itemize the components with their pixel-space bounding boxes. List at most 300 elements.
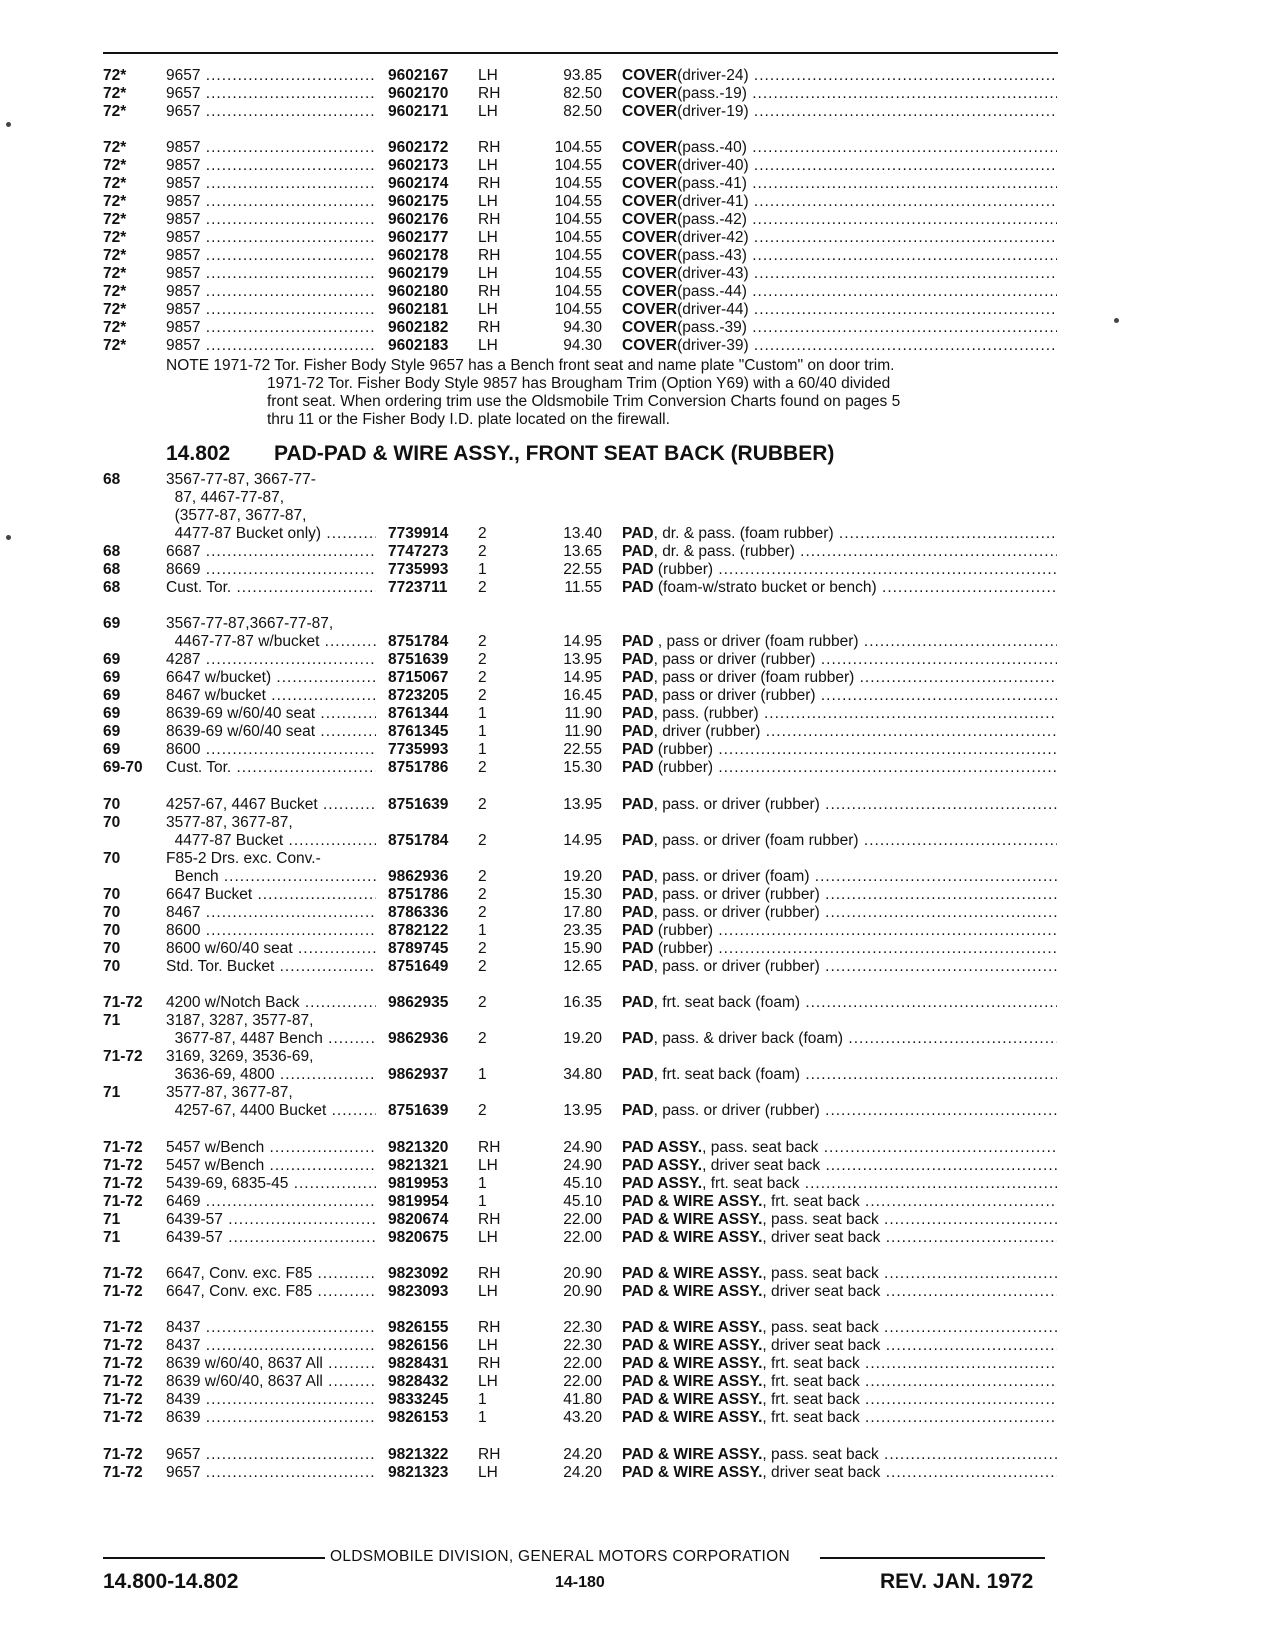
body-style-cell: 3187, 3287, 3577-87, [166,1012,314,1029]
description-detail: , driver seat back ..... [762,1464,1057,1481]
description-name: COVER [622,85,678,102]
description-detail: (foam-w/strato bucket or bench) ..... [654,579,1057,596]
description-cell [622,921,1057,940]
table-row [0,318,1274,337]
description-name: PAD [622,832,654,849]
body-style-cell: 3567-77-87,3667-77-87, [166,615,334,632]
year-cell: 70 [103,796,121,813]
table-row [0,1210,1274,1229]
table-row [0,174,1274,193]
price-cell: 104.55 [554,247,602,264]
description-detail: (driver-42) ..... [677,229,1057,246]
description-name: PAD [622,1102,654,1119]
table-row [0,686,1274,705]
part-number-cell: 9602170 [388,85,449,102]
part-number-cell: 9821320 [388,1139,449,1156]
table-row [0,192,1274,211]
table-row [0,1101,1274,1120]
year-cell: 72* [103,157,127,174]
table-row [0,867,1274,886]
description-cell [622,1372,1057,1391]
quantity-cell: LH [478,1373,498,1390]
price-cell: 15.90 [563,940,602,957]
part-number-cell: 9602176 [388,211,449,228]
body-style-cell: 8467 w/bucket ..... [166,686,376,705]
year-cell: 71-72 [103,1048,143,1065]
body-style-cell: 9857 ..... [166,228,376,247]
description-cell [622,957,1057,976]
description-cell [622,336,1057,355]
table-row [0,282,1274,301]
body-style-cell: 6439-57 ..... [166,1210,376,1229]
table-row [0,758,1274,777]
description-cell [622,174,1057,193]
description-detail: (driver-41) ..... [677,193,1057,210]
year-cell: 72* [103,193,127,210]
price-cell: 104.55 [554,301,602,318]
year-cell: 71-72 [103,1139,143,1156]
description-detail: , frt. seat back (foam) ..... [654,1066,1057,1083]
description-name: PAD [622,922,654,939]
year-cell: 72* [103,103,127,120]
scan-speck [6,122,11,127]
body-style-cell: 6647 Bucket ..... [166,885,376,904]
body-style-cell: 6687 ..... [166,542,376,561]
table-row [0,1083,1274,1102]
part-number-cell: 9602182 [388,319,449,336]
price-cell: 45.10 [563,1175,602,1192]
description-name: PAD ASSY. [622,1139,703,1156]
table-row [0,102,1274,121]
part-number-cell: 8789745 [388,940,449,957]
description-cell [622,668,1057,687]
table-row [0,632,1274,651]
part-number-cell: 9602183 [388,337,449,354]
description-detail: , frt. seat back ..... [762,1409,1057,1426]
table-row [0,264,1274,283]
section-heading [166,442,834,466]
quantity-cell: 2 [478,1030,487,1047]
description-name: PAD & WIRE ASSY. [622,1391,763,1408]
description-name: COVER [622,247,678,264]
year-cell: 70 [103,904,121,921]
year-cell: 69 [103,705,121,722]
price-cell: 16.35 [563,994,602,1011]
description-cell [622,1156,1057,1175]
price-cell: 22.55 [563,561,602,578]
year-cell: 71-72 [103,1265,143,1282]
description-cell [622,831,1057,850]
part-number-cell: 9602171 [388,103,449,120]
description-cell [622,102,1057,121]
body-style-cell: 5457 w/Bench ..... [166,1156,376,1175]
quantity-cell: RH [478,211,501,228]
part-number-cell: 9602180 [388,283,449,300]
part-number-cell: 9602178 [388,247,449,264]
year-cell: 71-72 [103,994,143,1011]
quantity-cell: 2 [478,868,487,885]
part-number-cell: 9821321 [388,1157,449,1174]
price-cell: 20.90 [563,1265,602,1282]
part-number-cell: 9826156 [388,1337,449,1354]
year-cell: 70 [103,850,121,867]
description-name: COVER [622,103,678,120]
table-row [0,795,1274,814]
body-style-cell: 9657 ..... [166,1445,376,1464]
description-name: PAD [622,705,654,722]
description-detail: (pass.-19) ..... [677,85,1057,102]
quantity-cell: RH [478,139,501,156]
quantity-cell: 2 [478,940,487,957]
year-cell: 69 [103,723,121,740]
part-number-cell: 9823093 [388,1283,449,1300]
description-name: PAD & WIRE ASSY. [622,1355,763,1372]
body-style-cell: 4257-67, 4467 Bucket ..... [166,795,376,814]
footer-company: OLDSMOBILE DIVISION, GENERAL MOTORS CORPORATION [330,1548,790,1565]
description-cell [622,740,1057,759]
description-detail: (pass.-41) ..... [677,175,1057,192]
body-style-cell: 4467-77-87 w/bucket ..... [166,632,376,651]
description-detail: (driver-40) ..... [677,157,1057,174]
part-number-cell: 9820675 [388,1229,449,1246]
body-style-cell: 6439-57 ..... [166,1228,376,1247]
price-cell: 22.30 [563,1337,602,1354]
description-detail: , pass or driver (rubber) ..... [654,687,1057,704]
description-name: PAD [622,940,654,957]
table-row [0,1282,1274,1301]
description-detail: , pass. or driver (foam rubber) ..... [654,832,1057,849]
description-detail: , pass. seat back ..... [762,1446,1057,1463]
quantity-cell: RH [478,1139,501,1156]
part-number-cell: 8761345 [388,723,449,740]
year-cell: 70 [103,922,121,939]
table-row [0,1011,1274,1030]
quantity-cell: LH [478,1157,498,1174]
body-style-cell: 9857 ..... [166,282,376,301]
body-style-cell: 8669 ..... [166,560,376,579]
description-detail: , dr. & pass. (foam rubber) ..... [654,525,1057,542]
part-number-cell: 7735993 [388,561,449,578]
description-detail: , pass or driver (foam rubber) ..... [654,633,1057,650]
part-number-cell: 9823092 [388,1265,449,1282]
price-cell: 22.00 [563,1211,602,1228]
description-detail: , driver (rubber) ..... [654,723,1057,740]
description-detail: , frt. seat back ..... [762,1391,1057,1408]
quantity-cell: LH [478,193,498,210]
year-cell: 71-72 [103,1373,143,1390]
table-row [0,885,1274,904]
description-name: PAD [622,633,654,650]
description-cell [622,156,1057,175]
description-detail: , frt. seat back (foam) ..... [654,994,1057,1011]
part-number-cell: 9820674 [388,1211,449,1228]
quantity-cell: 2 [478,525,487,542]
part-number-cell: 9819954 [388,1193,449,1210]
description-detail: , driver seat back ..... [762,1229,1057,1246]
table-row [0,506,1274,525]
year-cell: 71-72 [103,1391,143,1408]
footer-rule-left [103,1557,325,1559]
table-row [0,336,1274,355]
price-cell: 14.95 [563,832,602,849]
description-cell [622,300,1057,319]
description-name: PAD [622,1030,654,1047]
table-row [0,1228,1274,1247]
description-detail: , dr. & pass. (rubber) ..... [654,543,1057,560]
part-number-cell: 9819953 [388,1175,449,1192]
year-cell: 71-72 [103,1464,143,1481]
quantity-cell: 2 [478,958,487,975]
table-row [0,903,1274,922]
description-name: PAD [622,561,654,578]
year-cell: 71-72 [103,1193,143,1210]
table-row [0,1065,1274,1084]
description-name: COVER [622,301,678,318]
description-cell [622,1408,1057,1427]
part-number-cell: 9602179 [388,265,449,282]
body-style-cell: 8600 w/60/40 seat ..... [166,939,376,958]
description-detail: (rubber) ..... [654,561,1057,578]
price-cell: 15.30 [563,886,602,903]
quantity-cell: 1 [478,1175,487,1192]
scan-speck [1114,318,1119,323]
price-cell: 13.95 [563,651,602,668]
year-cell: 72* [103,265,127,282]
description-cell [622,1390,1057,1409]
description-detail: (driver-39) ..... [677,337,1057,354]
description-name: PAD [622,796,654,813]
description-cell [622,939,1057,958]
table-row [0,84,1274,103]
description-name: COVER [622,265,678,282]
year-cell: 69 [103,687,121,704]
price-cell: 82.50 [563,85,602,102]
description-name: PAD [622,1066,654,1083]
top-rule [103,52,1058,54]
price-cell: 104.55 [554,175,602,192]
quantity-cell: 2 [478,796,487,813]
part-number-cell: 9821322 [388,1446,449,1463]
quantity-cell: RH [478,283,501,300]
price-cell: 17.80 [563,904,602,921]
price-cell: 22.00 [563,1229,602,1246]
year-cell: 69-70 [103,759,143,776]
part-number-cell: 9862936 [388,868,449,885]
description-detail: , frt. seat back ..... [762,1373,1057,1390]
description-cell [622,228,1057,247]
part-number-cell: 8751649 [388,958,449,975]
price-cell: 22.00 [563,1355,602,1372]
description-cell [622,210,1057,229]
description-name: PAD [622,543,654,560]
body-style-cell: 8437 ..... [166,1318,376,1337]
body-style-cell: 9857 ..... [166,246,376,265]
table-row [0,210,1274,229]
price-cell: 23.35 [563,922,602,939]
quantity-cell: RH [478,175,501,192]
description-name: PAD [622,651,654,668]
table-row [0,722,1274,741]
price-cell: 20.90 [563,1283,602,1300]
quantity-cell: LH [478,103,498,120]
price-cell: 94.30 [563,337,602,354]
table-row [0,668,1274,687]
body-style-cell: 8639 w/60/40, 8637 All ..... [166,1354,376,1373]
year-cell: 72* [103,211,127,228]
description-detail: (rubber) ..... [654,741,1057,758]
year-cell: 72* [103,67,127,84]
body-style-cell: 8437 ..... [166,1336,376,1355]
table-row [0,1174,1274,1193]
body-style-cell: 4257-67, 4400 Bucket ..... [166,1101,376,1120]
price-cell: 104.55 [554,211,602,228]
description-cell [622,632,1057,651]
footer-range: 14.800-14.802 [103,1570,239,1593]
description-detail: , pass. seat back ..... [762,1265,1057,1282]
year-cell: 70 [103,940,121,957]
description-name: COVER [622,229,678,246]
description-detail: , driver seat back ..... [702,1157,1057,1174]
table-row [0,1354,1274,1373]
part-number-cell: 7723711 [388,579,448,596]
part-number-cell: 8761344 [388,705,449,722]
quantity-cell: 1 [478,1066,487,1083]
part-number-cell: 7735993 [388,741,449,758]
description-name: COVER [622,175,678,192]
body-style-cell: 87, 4467-77-87, [166,489,285,506]
price-cell: 104.55 [554,229,602,246]
price-cell: 104.55 [554,139,602,156]
quantity-cell: LH [478,229,498,246]
price-cell: 22.30 [563,1319,602,1336]
description-name: PAD & WIRE ASSY. [622,1464,763,1481]
table-row [0,1336,1274,1355]
description-name: COVER [622,211,678,228]
part-number-cell: 8751786 [388,886,449,903]
note-line-1: NOTE 1971-72 Tor. Fisher Body Style 9657 has a Bench front seat and name plate "Custom" on door trim. [166,357,895,374]
body-style-cell: 4477-87 Bucket only) ..... [166,524,376,543]
year-cell: 72* [103,229,127,246]
year-cell: 68 [103,561,121,578]
body-style-cell: Cust. Tor. ..... [166,758,376,777]
table-row [0,650,1274,669]
part-number-cell: 8751639 [388,796,449,813]
description-cell [622,1318,1057,1337]
description-cell [622,903,1057,922]
quantity-cell: RH [478,85,501,102]
body-style-cell: 5457 w/Bench ..... [166,1138,376,1157]
body-style-cell: 5439-69, 6835-45 ..... [166,1174,376,1193]
description-detail: (driver-43) ..... [677,265,1057,282]
description-name: COVER [622,337,678,354]
year-cell: 72* [103,139,127,156]
body-style-cell: Bench ..... [166,867,376,886]
description-name: PAD [622,886,654,903]
body-style-cell: 9857 ..... [166,174,376,193]
description-cell [622,246,1057,265]
description-name: COVER [622,67,678,84]
quantity-cell: 2 [478,759,487,776]
description-cell [622,1138,1057,1157]
description-detail: , frt. seat back ..... [762,1193,1057,1210]
part-number-cell: 8751639 [388,1102,449,1119]
quantity-cell: LH [478,337,498,354]
body-style-cell: 4477-87 Bucket ..... [166,831,376,850]
table-row [0,1156,1274,1175]
description-detail: , driver seat back ..... [762,1283,1057,1300]
part-number-cell: 7747273 [388,543,449,560]
description-detail: (driver-44) ..... [677,301,1057,318]
table-row [0,1029,1274,1048]
table-row [0,470,1274,489]
description-name: PAD & WIRE ASSY. [622,1265,763,1282]
body-style-cell: 8600 ..... [166,740,376,759]
description-cell [622,192,1057,211]
part-number-cell: 9602167 [388,67,449,84]
body-style-cell: 3636-69, 4800 ..... [166,1065,376,1084]
table-row [0,740,1274,759]
description-detail: , pass or driver (rubber) ..... [654,651,1057,668]
quantity-cell: 1 [478,723,487,740]
year-cell: 68 [103,579,121,596]
table-row [0,1408,1274,1427]
year-cell: 71 [103,1229,121,1246]
description-detail: , pass. or driver (rubber) ..... [654,904,1057,921]
body-style-cell: 9857 ..... [166,318,376,337]
description-name: COVER [622,283,678,300]
body-style-cell: 3169, 3269, 3536-69, [166,1048,314,1065]
price-cell: 15.30 [563,759,602,776]
table-row [0,1463,1274,1482]
table-row [0,138,1274,157]
body-style-cell: 3567-77-87, 3667-77- [166,471,316,488]
table-row [0,488,1274,507]
part-number-cell: 8751784 [388,832,449,849]
description-detail: (pass.-42) ..... [677,211,1057,228]
quantity-cell: 2 [478,669,487,686]
description-cell [622,722,1057,741]
footer-rule-right [820,1557,1045,1559]
note-line-3: front seat. When ordering trim use the Oldsmobile Trim Conversion Charts found on pages 5 [267,393,901,410]
note-line-4: thru 11 or the Fisher Body I.D. plate located on the firewall. [267,411,670,428]
price-cell: 11.90 [564,705,602,722]
description-detail: (rubber) ..... [654,759,1057,776]
part-number-cell: 9828431 [388,1355,449,1372]
description-detail: (rubber) ..... [654,940,1057,957]
description-cell [622,1210,1057,1229]
year-cell: 68 [103,543,121,560]
body-style-cell: Cust. Tor. ..... [166,578,376,597]
price-cell: 24.90 [563,1139,602,1156]
part-number-cell: 9602181 [388,301,449,318]
price-cell: 94.30 [563,319,602,336]
quantity-cell: RH [478,319,501,336]
quantity-cell: 1 [478,1391,487,1408]
quantity-cell: LH [478,157,498,174]
table-row [0,831,1274,850]
price-cell: 12.65 [563,958,602,975]
description-name: PAD & WIRE ASSY. [622,1337,763,1354]
year-cell: 72* [103,319,127,336]
price-cell: 45.10 [563,1193,602,1210]
quantity-cell: 2 [478,633,487,650]
description-cell [622,1192,1057,1211]
description-cell [622,867,1057,886]
description-name: PAD [622,723,654,740]
table-row [0,704,1274,723]
table-row [0,1318,1274,1337]
body-style-cell: 9657 ..... [166,84,376,103]
